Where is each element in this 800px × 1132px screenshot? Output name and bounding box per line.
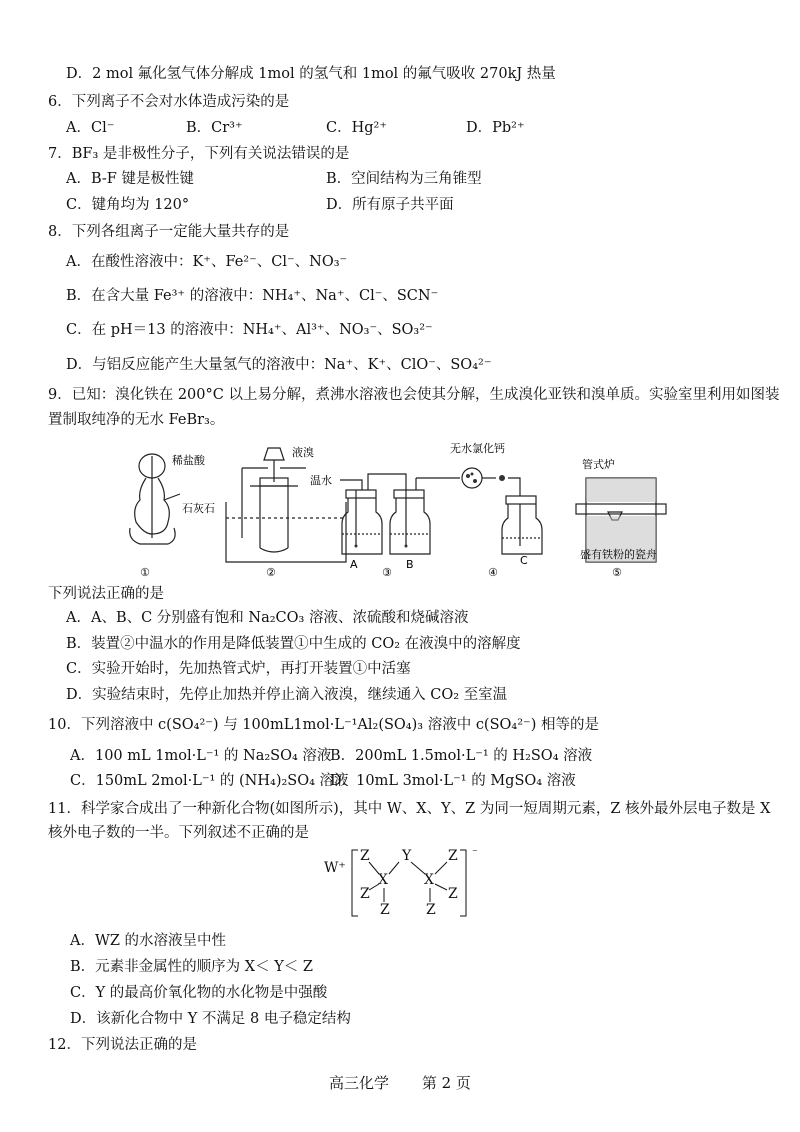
q7-option-c: C．键角均为 120° — [66, 197, 190, 213]
atom-z-5: Z — [380, 902, 390, 918]
q11-option-a: A．WZ 的水溶液呈中性 — [70, 933, 227, 949]
q9-option-b: B．装置②中温水的作用是降低装置①中生成的 CO₂ 在液溴中的溶解度 — [66, 636, 521, 652]
q10-option-a: A．100 mL 1mol·L⁻¹ 的 Na₂SO₄ 溶液 — [70, 748, 332, 764]
q9-option-d: D．实验结束时，先停止加热并停止滴入液溴，继续通入 CO₂ 至室温 — [66, 687, 508, 703]
atom-x-1: X — [378, 872, 388, 888]
anion-charge: ⁻ — [472, 846, 478, 859]
q11-option-c: C．Y 的最高价氧化物的水化物是中强酸 — [70, 985, 328, 1001]
label-anhydrous-cacl2: 无水氯化钙 — [450, 442, 505, 455]
label-tube-furnace: 管式炉 — [582, 458, 615, 471]
q7-option-b: B．空间结构为三角锥型 — [326, 171, 482, 187]
q10-stem: 10．下列溶液中 c(SO₄²⁻) 与 100mL1mol·L⁻¹Al₂(SO₄)₃ 溶液中 c(SO₄²⁻) 相等的是 — [48, 717, 599, 733]
figure-number-2: ② — [266, 566, 276, 579]
atom-z-4: Z — [448, 886, 458, 902]
q6-stem: 6．下列离子不会对水体造成污染的是 — [48, 94, 290, 110]
label-warm-water: 温水 — [310, 474, 332, 487]
q11-option-b: B．元素非金属性的顺序为 X＜ Y＜ Z — [70, 959, 313, 975]
q9-option-a: A．A、B、C 分别盛有饱和 Na₂CO₃ 溶液、浓硫酸和烧碱溶液 — [66, 610, 469, 626]
q9-stem-line2: 置制取纯净的无水 FeBr₃。 — [48, 412, 225, 428]
q7-option-a: A．B-F 键是极性键 — [66, 171, 194, 187]
q9-stem-line1: 9．已知：溴化铁在 200°C 以上易分解，煮沸水溶液也会使其分解，生成溴化亚铁和溴单质。实验室里利用如图装 — [48, 387, 780, 403]
q10-option-d: D．10mL 3mol·L⁻¹ 的 MgSO₄ 溶液 — [330, 773, 576, 789]
label-dilute-hcl: 稀盐酸 — [172, 454, 205, 467]
atom-z-3: Z — [360, 886, 370, 902]
q8-option-c: C．在 pH＝13 的溶液中：NH₄⁺、Al³⁺、NO₃⁻、SO₃²⁻ — [66, 322, 433, 338]
q11-stem-line2: 核外电子数的一半。下列叙述不正确的是 — [48, 825, 309, 841]
footer-page-number: 第 2 页 — [421, 1074, 471, 1092]
q6-option-c: C．Hg²⁺ — [326, 120, 387, 136]
label-limestone: 石灰石 — [182, 502, 215, 515]
q11-structure-diagram — [320, 846, 480, 920]
atom-z-6: Z — [426, 902, 436, 918]
label-bottle-b: B — [406, 558, 414, 571]
q10-option-c: C．150mL 2mol·L⁻¹ 的 (NH₄)₂SO₄ 溶液 — [70, 773, 349, 789]
q6-option-d: D．Pb²⁺ — [466, 120, 525, 136]
atom-x-2: X — [424, 872, 434, 888]
q11-stem-line1: 11．科学家合成出了一种新化合物(如图所示)，其中 W、X、Y、Z 为同一短周期元素，Z 核外最外层电子数是 X — [48, 801, 771, 817]
atom-y: Y — [402, 848, 412, 864]
q9-option-c: C．实验开始时，先加热管式炉，再打开装置①中活塞 — [66, 661, 411, 677]
q7-stem: 7．BF₃ 是非极性分子，下列有关说法错误的是 — [48, 146, 350, 162]
q5-option-d: D．2 mol 氟化氢气体分解成 1mol 的氢气和 1mol 的氟气吸收 270kJ 热量 — [66, 66, 556, 82]
footer-subject: 高三化学 — [329, 1074, 390, 1092]
atom-z-2: Z — [448, 848, 458, 864]
q12-stem: 12．下列说法正确的是 — [48, 1037, 197, 1053]
q9-apparatus-figure — [110, 438, 670, 580]
figure-number-1: ① — [140, 566, 150, 579]
label-liquid-bromine: 液溴 — [292, 446, 314, 459]
q11-option-d: D．该新化合物中 Y 不满足 8 电子稳定结构 — [70, 1011, 351, 1027]
q7-option-d: D．所有原子共平面 — [326, 197, 454, 213]
label-bottle-a: A — [350, 558, 358, 571]
q9-prompt: 下列说法正确的是 — [48, 586, 164, 602]
cation-w: W⁺ — [324, 860, 346, 876]
q10-option-b: B．200mL 1.5mol·L⁻¹ 的 H₂SO₄ 溶液 — [330, 748, 593, 764]
q8-option-d: D．与铝反应能产生大量氢气的溶液中：Na⁺、K⁺、ClO⁻、SO₄²⁻ — [66, 357, 492, 373]
label-bottle-c: C — [520, 554, 528, 567]
q8-stem: 8．下列各组离子一定能大量共存的是 — [48, 224, 290, 240]
q8-option-a: A．在酸性溶液中：K⁺、Fe²⁻、Cl⁻、NO₃⁻ — [66, 254, 348, 270]
q8-option-b: B．在含大量 Fe³⁺ 的溶液中：NH₄⁺、Na⁺、Cl⁻、SCN⁻ — [66, 288, 439, 304]
q6-option-a: A．Cl⁻ — [66, 120, 115, 136]
q6-option-b: B．Cr³⁺ — [186, 120, 243, 136]
figure-number-4: ④ — [488, 566, 498, 579]
figure-number-5: ⑤ — [612, 566, 622, 579]
page-footer — [0, 1072, 800, 1093]
label-iron-boat: 盛有铁粉的瓷舟 — [580, 548, 657, 561]
figure-number-3: ③ — [382, 566, 392, 579]
atom-z-1: Z — [360, 848, 370, 864]
